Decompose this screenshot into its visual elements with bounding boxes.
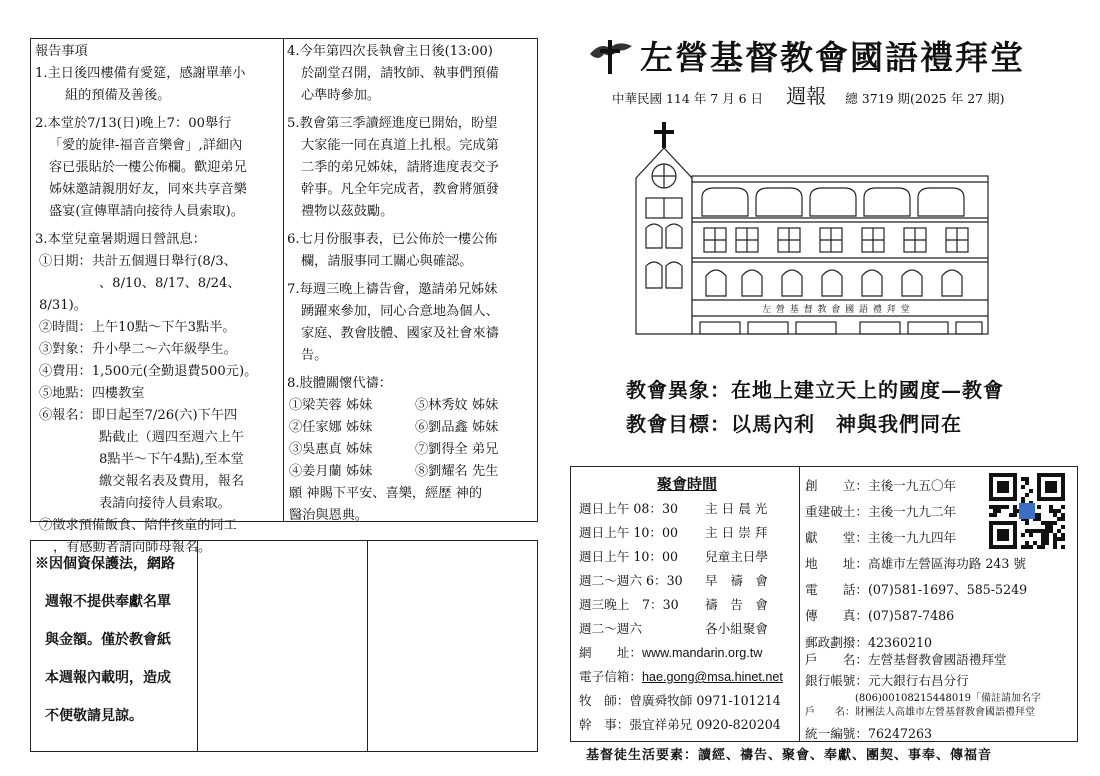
- church-vision: 教會異象：在地上建立天上的國度—教會: [626, 378, 1004, 402]
- announcement-6: 6.七月份服事表，已公佈於一樓公佈 欄，請服事同工關心與確認。: [287, 232, 498, 269]
- announcements-right-column: [287, 41, 537, 527]
- announcement-7: 7.每週三晚上禱告會，邀請弟兄姊妹 踴躍來參加，同心合意地為個人、 家庭、教會肢體、國家及社會來禱 告。: [287, 282, 499, 363]
- privacy-notice: ※因個資保護法，網路 週報不提供奉獻名單 與金額。僅於教會紙 本週報內載明，造成 不便敬請見諒。: [35, 556, 175, 724]
- camp-signup: ⑥報名：即日起至7/26(六)下午四 點截止（週四至週六上午 8點半～下午4點),至本堂 繳交報名表及費用，報名 表請向接待人員索取。: [39, 408, 245, 511]
- website-row: 網 址： www.mandarin.org.tw: [579, 641, 795, 665]
- announcements-left-column: [35, 41, 281, 559]
- care-name: ⑤林秀妏 姊妹: [415, 398, 499, 413]
- offering-table: [30, 540, 538, 752]
- announcement-5: 5.教會第三季讀經進度已開始，盼望 大家能一同在真道上扎根。完成第 二季的弟兄姊妹，請將進度表交予 幹事。凡全年完成者，教會將頒發 禮物以茲鼓勵。: [287, 116, 499, 219]
- info-bank: 銀行帳號：元大銀行右昌分行: [805, 673, 969, 688]
- church-goal: 教會目標：以馬內利 神與我們同在: [626, 412, 962, 436]
- schedule-row: 週日上午 08：30 主 日 晨 光: [579, 501, 768, 516]
- info-fax: 傳 真：(07)587-7486: [805, 608, 955, 623]
- building-sign: 左 營 基 督 教 會 國 語 禮 拜 堂: [762, 305, 911, 315]
- announcements-box: [30, 38, 538, 555]
- care-name: ⑥劉品鑫 姊妹: [415, 420, 499, 435]
- camp-volunteers: ⑦徵求預備飯食、陪伴孩童的同工 ，有感動者請向師母報名。: [39, 518, 237, 555]
- pastor-row: 牧 師：曾廣舜牧師 0971-101214: [579, 693, 781, 708]
- info-founded: 創 立：主後一九五〇年: [805, 478, 957, 493]
- schedule-row: 週二～週六 6：30 早 禱 會: [579, 573, 768, 588]
- info-address: 地 址：高雄市左營區海功路 243 號: [805, 556, 1026, 571]
- email-row: 電子信箱： hae.gong@msa.hinet.net: [579, 665, 795, 689]
- church-title: 左營基督教會國語禮拜堂: [640, 38, 1025, 77]
- church-building-illustration: [632, 118, 992, 354]
- footer-essentials: 基督徒生活要素：讀經、禱告、聚會、奉獻、團契、事奉、傳福音: [586, 748, 993, 763]
- secretary-row: 幹 事：張宜祥弟兄 0920-820204: [579, 717, 781, 732]
- schedule-row: 週日上午 10：00 兒童主日學: [579, 549, 768, 564]
- info-bank-name: 戶 名：財團法人高雄市左營基督教會國語禮拜堂: [805, 707, 1035, 718]
- info-postal: 郵政劃撥：42360210: [805, 635, 933, 650]
- info-tax-id: 統一編號：76247263: [805, 726, 933, 741]
- info-rebuilt: 重建破土：主後一九九二年: [805, 504, 957, 519]
- camp-list: [35, 251, 281, 559]
- bulletin-subtitle: [612, 80, 1052, 109]
- info-bank-account: (806)00108215448019「備註請加名字: [855, 693, 1041, 704]
- info-postal-name: 戶 名：左營基督教會國語禮拜堂: [805, 652, 1007, 667]
- care-name: ④姜月蘭 姊妹: [289, 464, 373, 479]
- care-name: ③吳惠貞 姊妹: [289, 442, 373, 457]
- info-dedicated: 獻 堂：主後一九九四年: [805, 530, 957, 545]
- website-link[interactable]: www.mandarin.org.tw: [641, 646, 763, 660]
- camp-time: ②時間：上午10點～下午3點半。: [39, 320, 236, 335]
- announcement-4: 4.今年第四次長執會主日後(13:00) 於副堂召開，請牧師、執事們預備 心準時參加。: [287, 44, 499, 103]
- announcement-8: 8.肢體關懷代禱：: [287, 376, 392, 391]
- announcements-heading: 報告事項: [35, 44, 88, 59]
- schedule-row: 週日上午 10：00 主 日 崇 拜: [579, 525, 768, 540]
- bulletin-issue: 總 3719 期(2025 年 27 期): [845, 91, 1005, 106]
- announcement-1: 1.主日後四樓備有愛筵，感謝單華小 組的預備及善後。: [35, 66, 246, 103]
- care-name: ⑧劉耀名 先生: [415, 464, 499, 479]
- schedule-row: 週三晚上 7：30 禱 告 會: [579, 597, 768, 612]
- schedule-heading: 聚會時間: [656, 475, 717, 493]
- schedule-info-box: [570, 466, 1078, 742]
- blessing-text: 願 神賜下平安、喜樂，經歷 神的 醫治與恩典。: [289, 486, 483, 523]
- care-name: ①梁芙蓉 姊妹: [289, 398, 373, 413]
- camp-fee: ④費用：1,500元(全勤退費500元)。: [39, 364, 258, 379]
- bulletin-label: 週報: [786, 84, 827, 108]
- qr-code[interactable]: [989, 473, 1065, 549]
- schedule-row: 週二～週六 各小組聚會: [579, 621, 768, 636]
- meeting-schedule: [579, 471, 795, 737]
- announcement-2: 2.本堂於7/13(日)晚上7：00舉行 「愛的旋律-福音音樂會」,詳細內 容已張貼於一樓公佈欄。歡迎弟兄 姊妹邀請親朋好友，同來共享音樂 盛宴(宣傳單請向接待人員索取)。: [35, 116, 247, 219]
- email-link[interactable]: hae.gong@msa.hinet.net: [641, 670, 783, 684]
- bulletin-date: 中華民國 114 年 7 月 6 日: [612, 91, 764, 106]
- care-name: ②任家娜 姊妹: [289, 420, 373, 435]
- care-name: ⑦劉得全 弟兄: [415, 442, 499, 457]
- announcement-3: 3.本堂兒童暑期週日營訊息：: [35, 232, 206, 247]
- camp-date: ①日期：共計五個週日舉行(8/3、 、8/10、8/17、8/24、8/31)。: [39, 254, 241, 313]
- info-phone: 電 話：(07)581-1697、585-5249: [805, 582, 1028, 597]
- camp-location: ⑤地點：四樓教室: [39, 386, 145, 401]
- church-logo: [588, 36, 634, 76]
- prayer-care-list: [287, 395, 537, 483]
- camp-target: ③對象：升小學二～六年級學生。: [39, 342, 237, 357]
